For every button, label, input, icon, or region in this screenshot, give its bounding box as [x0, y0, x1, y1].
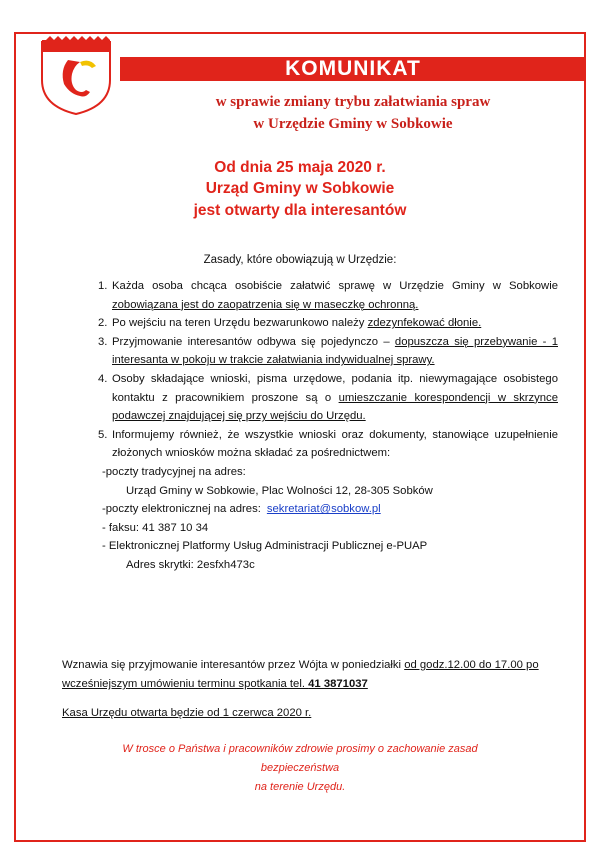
rules-list [98, 277, 558, 575]
rule-text-underlined: zdezynfekować dłonie. [367, 317, 482, 330]
fax-line: - faksu: 41 387 10 34 [102, 521, 209, 534]
wojt-phone: 41 3871037 [308, 678, 368, 690]
banner-title: KOMUNIKAT [120, 57, 586, 81]
subtitle-line-1: w sprawie zmiany trybu załatwiania spraw [215, 94, 491, 110]
rule-number: 3. [98, 335, 108, 348]
rule-text-underlined: umieszczanie korespondencji w skrzynce podawczej znajdującej się przy wejściu do Urzędu. [112, 391, 558, 423]
rule-text: Przyjmowanie interesantów odbywa się pojedynczo – [112, 335, 395, 348]
rule-number: 2. [98, 317, 108, 330]
notice-date: Od dnia 25 maja 2020 r. [214, 159, 386, 176]
rule-number: 5. [98, 428, 108, 441]
wojt-hours-text: Wznawia się przyjmowanie interesantów przez Wójta w poniedziałki [62, 659, 405, 671]
rule-text: Osoby składające wnioski, pisma urzędowe, podania itp. niewymagające osobistego kontaktu z pracownikiem proszone są o [112, 372, 558, 404]
cashier-paragraph: Kasa Urzędu otwarta będzie od 1 czerwca 2020 r. [62, 707, 312, 719]
rule-item-3 [98, 333, 558, 370]
epuap-box: Adres skrytki: 2esfxh473c [126, 558, 255, 571]
email-line [98, 500, 558, 519]
footer-line-1: W trosce o Państwa i pracowników zdrowie prosimy o zachowanie zasad [122, 743, 478, 755]
wojt-hours-underlined: od godz.12.00 do 17.00 po wcześniejszym umówieniu terminu spotkania tel. [62, 659, 539, 690]
post-label: -poczty tradycyjnej na adres: [102, 465, 246, 478]
rule-number: 4. [98, 372, 108, 385]
rule-item-5 [98, 426, 558, 463]
wojt-hours-paragraph [62, 656, 562, 694]
rule-text: Informujemy również, że wszystkie wnioski oraz dokumenty, stanowiące uzupełnienie złożonych wniosków można składać za pośrednictwem: [112, 428, 558, 460]
email-link[interactable]: sekretariat@sobkow.pl [266, 503, 381, 516]
footer-line-2: bezpieczeństwa [260, 762, 340, 774]
notice-office: Urząd Gminy w Sobkowie [205, 180, 395, 197]
post-address: Urząd Gminy w Sobkowie, Plac Wolności 12, 28-305 Sobków [126, 484, 433, 497]
rule-item-4 [98, 370, 558, 426]
rule-text-underlined: dopuszcza się przebywanie - 1 interesanta w pokoju w trakcie załatwiania indywidualnej sprawy. [112, 335, 558, 367]
rule-item-2 [98, 314, 558, 333]
rule-text: Po wejściu na teren Urzędu bezwarunkowo należy [112, 317, 368, 330]
epuap-line: - Elektronicznej Platformy Usług Administracji Publicznej e-PUAP [102, 540, 428, 553]
subtitle-line-2: w Urzędzie Gminy w Sobkowie [253, 116, 453, 132]
notice-open: jest otwarty dla interesantów [193, 202, 407, 219]
rules-heading: Zasady, które obowiązują w Urzędzie: [203, 254, 397, 266]
coat-of-arms-icon [40, 36, 112, 116]
rule-number: 1. [98, 280, 108, 292]
rule-item-1 [98, 277, 558, 314]
rule-text: Każda osoba chcąca osobiście załatwić sprawę w Urzędzie Gminy w Sobkowie [112, 280, 558, 292]
email-label: -poczty elektronicznej na adres: [102, 503, 261, 516]
rule-text-underlined: zobowiązana jest do zaopatrzenia się w maseczkę ochronną. [112, 298, 419, 311]
footer-line-3: na terenie Urzędu. [254, 781, 346, 793]
